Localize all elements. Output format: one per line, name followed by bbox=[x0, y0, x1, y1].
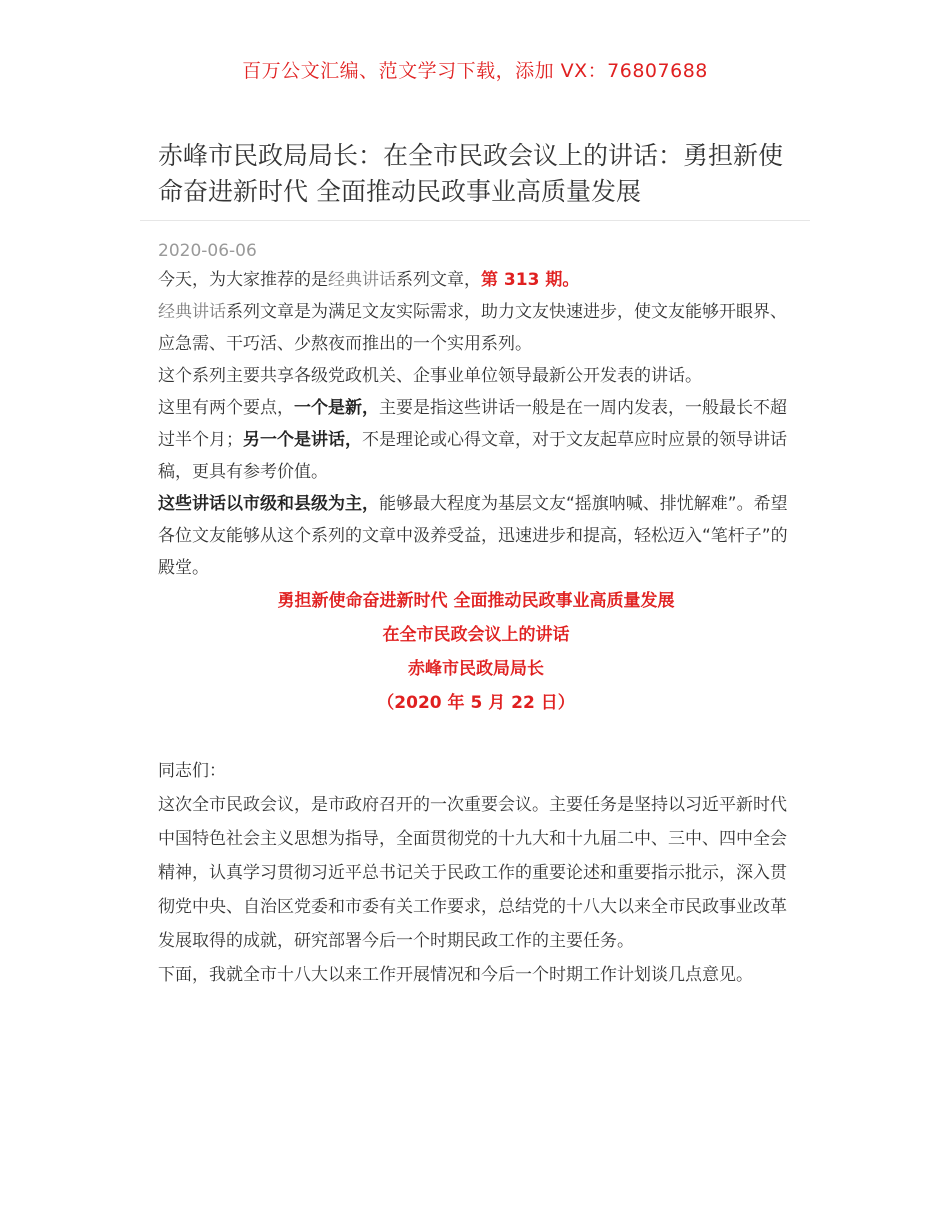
series-name-2: 经典讲话 bbox=[158, 302, 226, 322]
focus-level: 这些讲话以市级和县级为主， bbox=[158, 494, 379, 514]
intro-p4-e: 不是理论或心得文章，对于文友起草应时应景的领导讲话稿，更具有参考价值。 bbox=[158, 430, 787, 482]
issue-number: 第 313 期。 bbox=[481, 270, 580, 290]
intro-p5-b: 能够最大程度为基层文友“摇旗呐喊、排忧解难”。希望各位文友能够从这个系列的文章中汲养受益，迅速进步和提高，轻松迈入“笔杆子”的殿堂。 bbox=[158, 494, 788, 578]
spacer bbox=[158, 720, 794, 754]
publish-date: 2020-06-06 bbox=[158, 241, 257, 261]
speech-paragraph-2: 下面，我就全市十八大以来工作开展情况和今后一个时期工作计划谈几点意见。 bbox=[158, 965, 753, 985]
article-body bbox=[158, 238, 794, 992]
point-speech: 另一个是讲话， bbox=[243, 430, 362, 450]
top-banner: 百万公文汇编、范文学习下载，添加 VX：76807688 bbox=[242, 60, 708, 82]
speech-date: （2020 年 5 月 22 日） bbox=[377, 693, 575, 713]
intro-paragraph-4 bbox=[158, 392, 794, 488]
article-title: 赤峰市民政局局长：在全市民政会议上的讲话：勇担新使命奋进新时代 全面推动民政事业高质量发展 bbox=[158, 141, 784, 206]
speech-speaker: 赤峰市民政局局长 bbox=[408, 659, 544, 679]
intro-paragraph-5 bbox=[158, 488, 794, 584]
speech-occasion: 在全市民政会议上的讲话 bbox=[382, 625, 570, 645]
intro-p4-c: 主要是指这些讲话一般是在一周内发表，一般最长不超过半个月； bbox=[158, 398, 787, 450]
intro-paragraph-1 bbox=[158, 264, 794, 296]
intro-paragraph-2 bbox=[158, 296, 794, 360]
series-name: 经典讲话 bbox=[328, 270, 396, 290]
speech-title: 勇担新使命奋进新时代 全面推动民政事业高质量发展 bbox=[277, 591, 675, 611]
point-new: 一个是新， bbox=[294, 398, 379, 418]
intro-p4-a: 这里有两个要点， bbox=[158, 398, 294, 418]
salutation: 同志们： bbox=[158, 761, 226, 781]
intro-p1-middle: 系列文章， bbox=[396, 270, 481, 290]
intro-p1-prefix: 今天，为大家推荐的是 bbox=[158, 270, 328, 290]
intro-p2-text: 系列文章是为满足文友实际需求，助力文友快速进步，使文友能够开眼界、应急需、干巧活、少熬夜而推出的一个实用系列。 bbox=[158, 302, 787, 354]
title-divider bbox=[140, 220, 810, 221]
intro-paragraph-3: 这个系列主要共享各级党政机关、企事业单位领导最新公开发表的讲话。 bbox=[158, 366, 702, 386]
speech-paragraph-1: 这次全市民政会议，是市政府召开的一次重要会议。主要任务是坚持以习近平新时代中国特色社会主义思想为指导，全面贯彻党的十九大和十九届二中、三中、四中全会精神，认真学习贯彻习近平总书记关于民政工作的重要论述和重要指示批示，深入贯彻党中央、自治区党委和市委有关工作要求，总结党的十八大以来全市民政事业改革发展取得的成就，研究部署今后一个时期民政工作的主要任务。 bbox=[158, 795, 787, 951]
